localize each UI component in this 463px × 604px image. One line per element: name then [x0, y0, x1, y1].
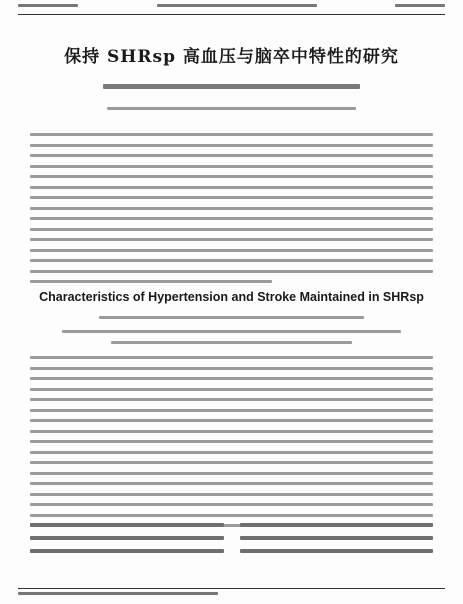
chinese-authors-placeholder [30, 84, 433, 97]
body-left-column-placeholder [30, 523, 224, 562]
chinese-abstract-placeholder [30, 133, 433, 291]
body-text-placeholder [30, 523, 433, 562]
chinese-affiliation-placeholder [30, 107, 433, 118]
header-center-placeholder [157, 4, 317, 7]
chinese-title: 保持 SHRsp 高血压与脑卒中特性的研究 [64, 47, 399, 67]
english-title: Characteristics of Hypertension and Stroke Maintained in SHRsp [39, 290, 424, 304]
english-affiliation-placeholder [30, 330, 433, 351]
header-right-placeholder [395, 4, 445, 7]
header-rule [18, 14, 445, 15]
body-right-column-placeholder [240, 523, 434, 562]
footer-rule [18, 588, 445, 589]
running-header [18, 4, 445, 14]
english-authors-placeholder [30, 316, 433, 327]
header-left-placeholder [18, 4, 78, 7]
footnote-placeholder [18, 592, 218, 600]
english-abstract-placeholder [30, 356, 433, 535]
